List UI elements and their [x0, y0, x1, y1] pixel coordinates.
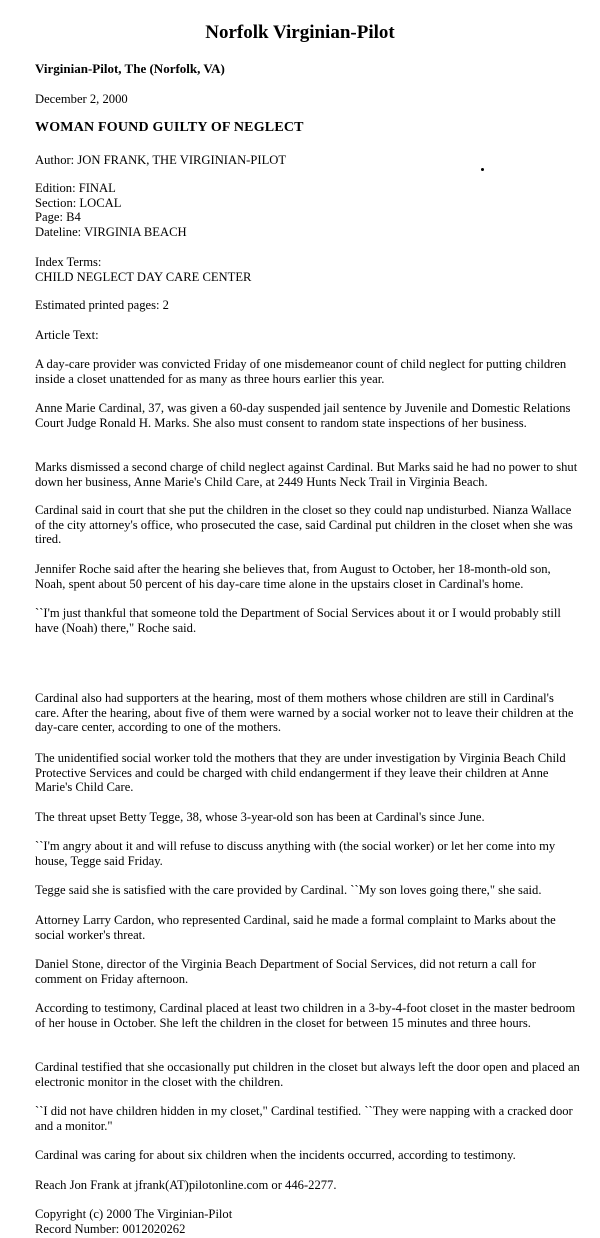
article-text-label: Article Text:: [35, 328, 99, 342]
index-terms-value: CHILD NEGLECT DAY CARE CENTER: [35, 269, 252, 284]
article-paragraph: Cardinal was caring for about six children when the incidents occurred, according to testimony.: [35, 1148, 516, 1162]
article-paragraph: ``I'm just thankful that someone told the Department of Social Services about it or I would probably still have (Noah) there," Roche said.: [35, 606, 561, 635]
author-line: Author: JON FRANK, THE VIRGINIAN-PILOT: [35, 153, 287, 167]
publication-date: December 2, 2000: [35, 92, 128, 106]
article-paragraph: Cardinal said in court that she put the children in the closet so they could nap undisturbed. Nianza Wallace of the city attorney's office, who prosecuted the case, said Cardinal put children in the closet when she was tired.: [35, 503, 573, 546]
article-paragraph: Anne Marie Cardinal, 37, was given a 60-day suspended jail sentence by Juvenile and Domestic Relations Court Judge Ronald H. Marks. She also must consent to random state inspections of her business.: [35, 401, 571, 430]
article-paragraph: Marks dismissed a second charge of child neglect against Cardinal. But Marks said he had no power to shut down her business, Anne Marie's Child Care, at 2449 Hunts Neck Trail in Virginia Beach.: [35, 460, 578, 489]
index-terms-label: Index Terms:: [35, 255, 102, 269]
article-paragraph: The unidentified social worker told the mothers that they are under investigation by Virginia Beach Child Protective Services and could be charged with child endangerment if they leave their children at Anne Marie's Child Care.: [35, 751, 566, 794]
article-paragraph: A day-care provider was convicted Friday of one misdemeanor count of child neglect for putting children inside a closet unattended for as many as three hours earlier this year.: [35, 357, 567, 386]
article-paragraph: The threat upset Betty Tegge, 38, whose 3-year-old son has been at Cardinal's since June.: [35, 810, 485, 824]
record-number-line: Record Number: 0012020262: [35, 1221, 186, 1236]
index-terms: [35, 255, 251, 284]
article-paragraph: Reach Jon Frank at jfrank(AT)pilotonline.com or 446-2277.: [35, 1178, 337, 1192]
copyright-line: Copyright (c) 2000 The Virginian-Pilot: [35, 1207, 233, 1221]
estimated-pages: Estimated printed pages: 2: [35, 298, 169, 312]
page-line: Page: B4: [35, 210, 81, 224]
article-headline: WOMAN FOUND GUILTY OF NEGLECT: [35, 120, 304, 135]
article-paragraph: Cardinal also had supporters at the hearing, most of them mothers whose children are still in Cardinal's care. After the hearing, about five of them were warned by a social worker not to leave their children at the day-care center, according to one of the mothers.: [35, 691, 574, 734]
section-line: Section: LOCAL: [35, 195, 122, 210]
article-paragraph: Cardinal testified that she occasionally put children in the closet but always left the door open and placed an electronic monitor in the closet with the children.: [35, 1060, 580, 1089]
edition-metadata: [35, 181, 187, 239]
source-line: Virginian-Pilot, The (Norfolk, VA): [35, 61, 225, 76]
article-paragraph: According to testimony, Cardinal placed at least two children in a 3-by-4-foot closet in the master bedroom of her house in October. She left the children in the closet for between 15 minutes and three hours.: [35, 1001, 576, 1030]
copyright-block: [35, 1207, 580, 1236]
article-paragraph: Jennifer Roche said after the hearing she believes that, from August to October, her 18-month-old son, Noah, spent about 50 percent of his day-care time alone in the upstairs closet in Cardinal's home.: [35, 562, 551, 591]
edition-line: Edition: FINAL: [35, 181, 116, 195]
masthead-title: Norfolk Virginian-Pilot: [205, 22, 395, 43]
article-paragraph: Daniel Stone, director of the Virginia Beach Department of Social Services, did not return a call for comment on Friday afternoon.: [35, 957, 536, 986]
article-paragraph: ``I did not have children hidden in my closet," Cardinal testified. ``They were napping with a cracked door and a monitor.": [35, 1104, 573, 1133]
article-paragraph: Attorney Larry Cardon, who represented Cardinal, said he made a formal complaint to Marks about the social worker's threat.: [35, 913, 556, 942]
scan-speck: [481, 168, 484, 171]
dateline-line: Dateline: VIRGINIA BEACH: [35, 224, 187, 239]
article-paragraph: Tegge said she is satisfied with the care provided by Cardinal. ``My son loves going there," she said.: [35, 883, 542, 897]
article-paragraph: ``I'm angry about it and will refuse to discuss anything with (the social worker) or let her come into my house, Tegge said Friday.: [35, 839, 556, 868]
